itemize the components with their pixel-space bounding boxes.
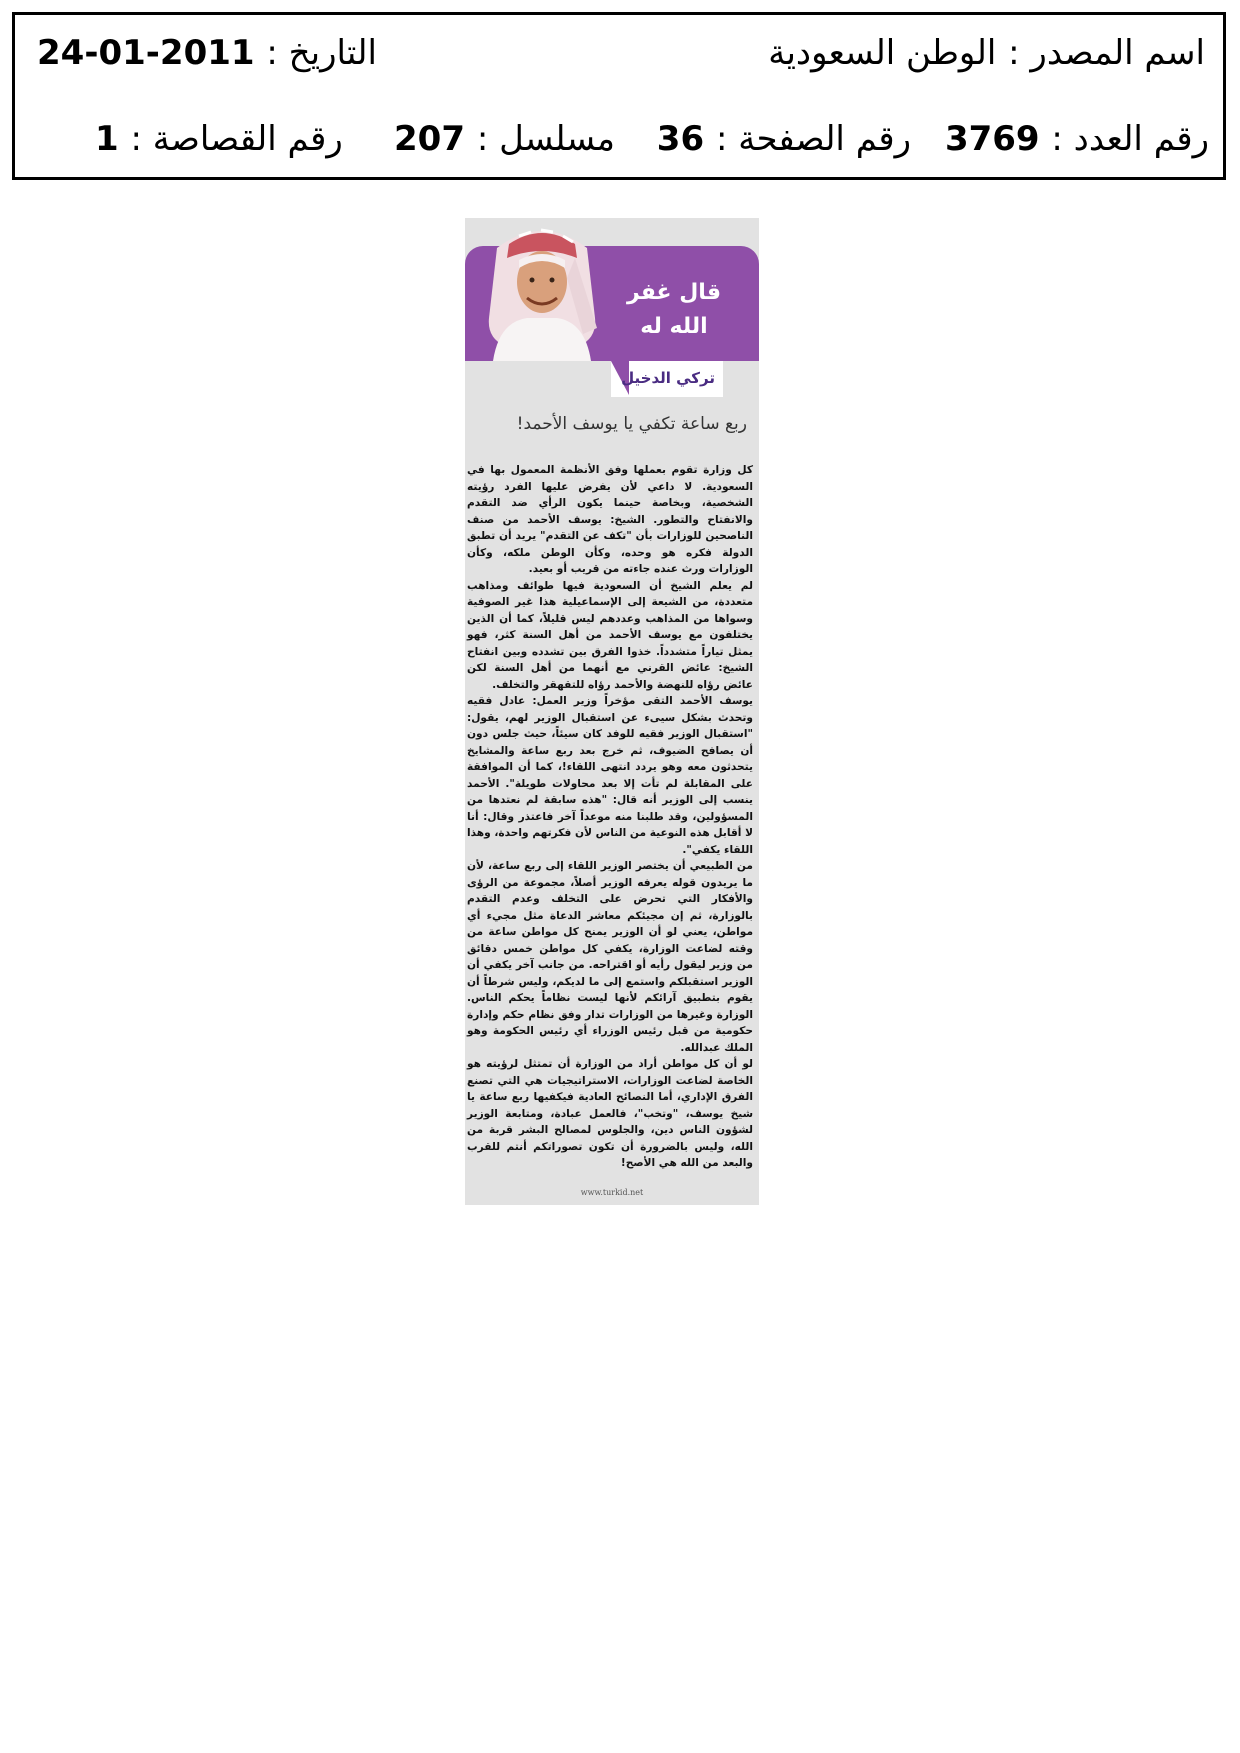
source-field [768,33,1205,73]
metadata-row-numbers [15,119,1223,179]
clip-number-value: 1 [95,119,119,159]
serial-field [394,119,615,159]
date-label: التاريخ : [266,33,377,73]
footer-url: www.turkid.net [580,1188,644,1197]
page-value: 36 [656,119,705,159]
clip-number-label: رقم القصاصة : [130,119,343,159]
date-value: 2011-01-24 [37,33,255,73]
page-field [657,119,911,159]
article-paragraph: لو أن كل مواطن أراد من الوزارة أن تمتثل لرؤيته هو الخاصة لضاعت الوزارات، الاستراتيجيات هي التي تصنع الفرق الإداري، أما النصائح العادية فيكفيها ربع ساعة يا شيخ يوسف، "وتخب"، فالعمل عبادة، ومتابعة الوزير لشؤون الناس دين، والجلوس لمصالح البشر قربة من الله، وليس بالضرورة أن تكون تصوراتكم أنتم للقرب والبعد من الله هي الأصح! [467,1058,753,1169]
issue-label: رقم العدد : [1051,119,1209,159]
serial-value: 207 [394,119,465,159]
article-paragraph: لم يعلم الشيخ أن السعودية فيها طوائف ومذاهب متعددة، من الشيعة إلى الإسماعيلية هذا غير الصوفية وسواها من المذاهب وعددهم ليس قليلاً، كما أن الذين يختلفون مع يوسف الأحمد من أهل السنة كثر، فهو يمثل تياراً متشدداً. خذوا الفرق بين تشدده وبين انفتاح الشيخ: عائض القرني مع أنهما من أهل السنة لكن عائض رؤاه للنهضة والأحمد رؤاه للتقهقر والتخلف. [467,579,753,691]
issue-field [945,119,1209,159]
article-headline: ربع ساعة تكفي يا يوسف الأحمد! [516,414,747,434]
source-value: الوطن السعودية [768,33,997,73]
date-field [37,33,377,73]
metadata-row-source [15,33,1223,93]
source-label: اسم المصدر : [1008,33,1205,73]
article-body [467,462,753,1172]
author-photo-icon [479,218,605,361]
issue-value: 3769 [944,119,1040,159]
article-paragraph: كل وزارة تقوم بعملها وفق الأنظمة المعمول بها في السعودية. لا داعي لأن يفرض عليها الفرد رؤيته الشخصية، وبخاصة حينما يكون الرأي ضد التقدم والانفتاح والتطور. الشيخ: يوسف الأحمد من صنف الناصحين للوزارات بأن "تكف عن التقدم" يريد أن تطبق الدولة فكره هو وحده، وكأن الوطن ملكه، وكأن الوزارات ورث عنده جاءته من قريب أو بعيد. [467,464,753,575]
serial-label: مسلسل : [476,119,615,159]
clip-number-field [95,119,343,159]
clipping-metadata-box [12,12,1226,180]
author-name: تركي الدخيل [621,369,715,387]
column-title: قال غفر الله له [627,280,721,339]
article-paragraph: من الطبيعي أن يختصر الوزير اللقاء إلى ربع ساعة، لأن ما يريدون قوله يعرفه الوزير أصلاً، مجموعة من الرؤى والأفكار التي تحرض على التخلف وعدم التقدم بالوزارة، ثم إن مجيئكم معاشر الدعاة مثل مجيء أي مواطن، يعني لو أن الوزير يمنح كل مواطن ساعة من وقته لضاعت الوزارة، يكفي كل مواطن خمس دقائق من وزير ليقول رأيه أو اقتراحه. من جانب آخر يكفي أن الوزير استقبلكم واستمع إلى ما لديكم، وليس شرطاً أن يقوم بتطبيق آرائكم لأنها ليست نظاماً يحكم الناس. الوزارة وغيرها من الوزارات تدار وفق نظام حكم وإدارة حكومية من قبل رئيس الوزراء أي رئيس الحكومة وهو الملك عبدالله. [467,860,753,1054]
article-paragraph: يوسف الأحمد التقى مؤخراً وزير العمل: عادل فقيه وتحدث بشكل سيىء عن استقبال الوزير لهم، يقول: "استقبال الوزير فقيه للوفد كان سيئاً، حيث جلس دون أن يصافح الضيوف، ثم خرج بعد ربع ساعة والمشايخ يتحدثون معه وهو يردد انتهى اللقاء!، كما أن الموافقة على المقابلة لم تأت إلا بعد محاولات طويلة". الأحمد ينسب إلى الوزير أنه قال: "هذه سابقة لم نعتدها من المسؤولين، وقد طلبنا منه موعداً آخر فاعتذر وقال: أنا لا أقابل هذه النوعية من الناس لأن فكرتهم واحدة، وهذا اللقاء يكفي". [467,695,753,856]
newspaper-clipping [465,218,759,1205]
page-label: رقم الصفحة : [715,119,911,159]
